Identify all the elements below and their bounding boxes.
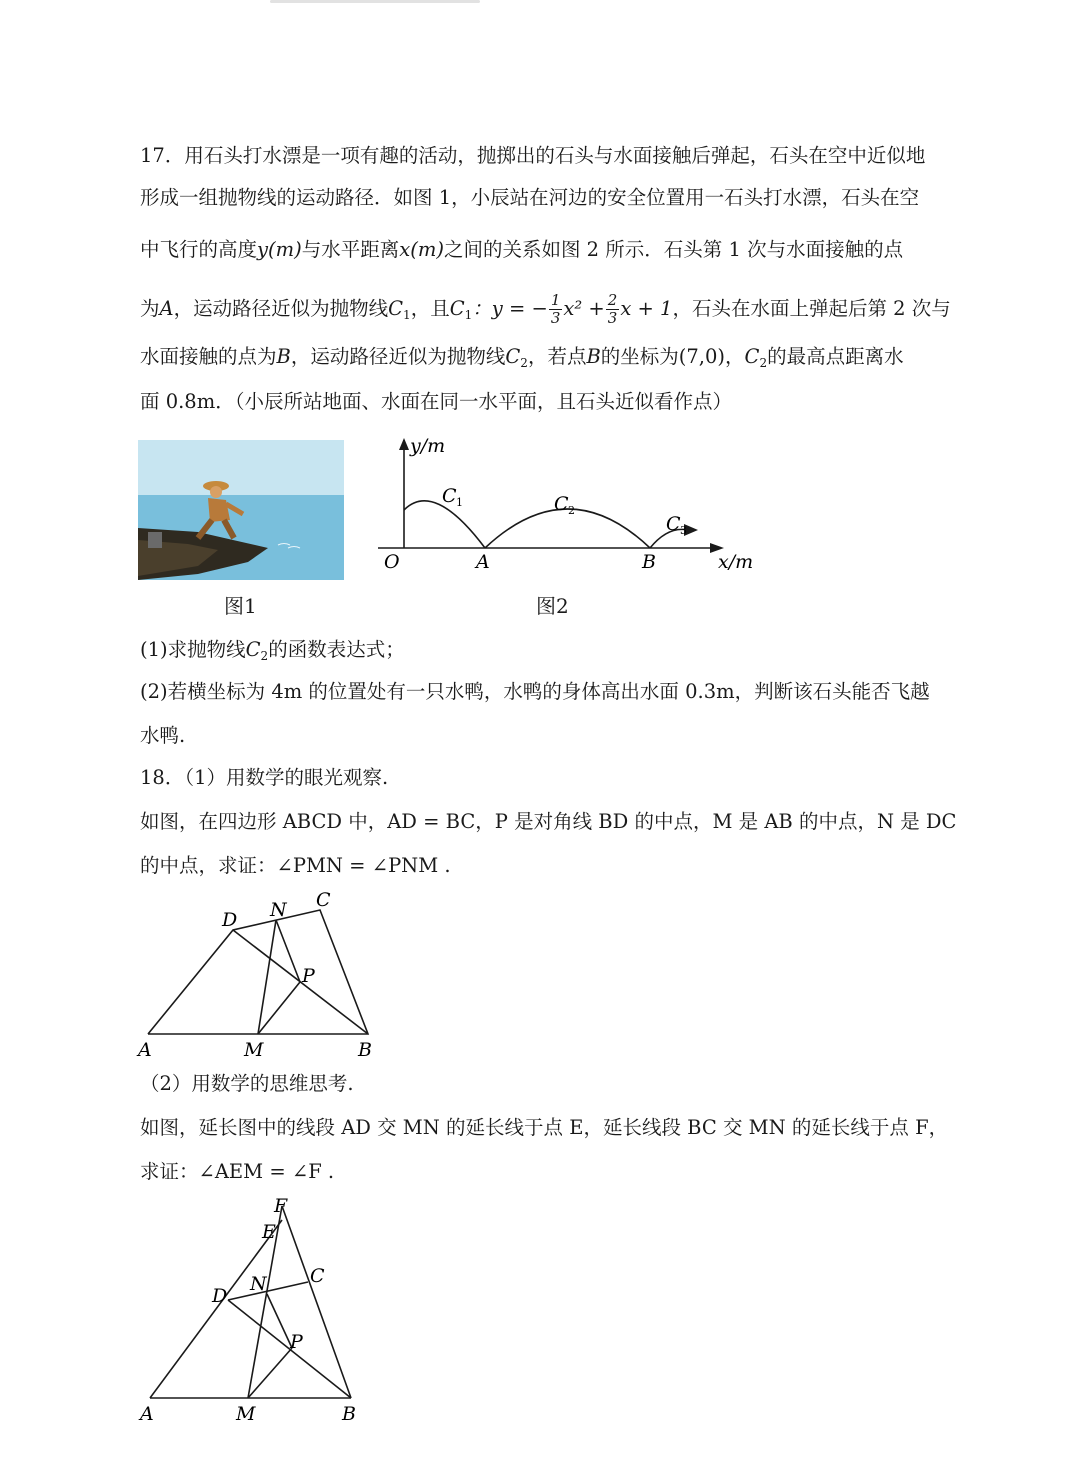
math-x-unit: x(m) <box>399 238 444 261</box>
subscript: 1 <box>464 308 473 322</box>
c-letter: C <box>505 345 521 368</box>
subscript: 2 <box>520 356 528 370</box>
figure-1-illustration <box>138 440 344 580</box>
eq-part: x² + <box>563 297 605 320</box>
q18-part-2-title: （2）用数学的思维思考. <box>140 1072 354 1095</box>
point-p-label: P <box>290 1331 303 1353</box>
text-segment: 为 <box>140 297 160 320</box>
q17-sub-question-1 <box>140 636 405 670</box>
line-ae <box>150 1220 282 1398</box>
fraction-two-thirds <box>606 292 620 327</box>
math-y-unit: y(m) <box>257 238 302 261</box>
segment-mp <box>248 1348 292 1398</box>
c1-label: C <box>442 485 457 507</box>
c1-subscript: 1 <box>456 496 463 509</box>
q17-line-3 <box>140 236 903 264</box>
point-n-label: N <box>270 899 287 921</box>
c3-label: C <box>666 513 681 535</box>
q18-part-1-line-1: 如图，在四边形 ABCD 中，AD = BC，P 是对角线 BD 的中点，M 是 AB 的中点，N 是 DC <box>140 810 957 833</box>
segment-np <box>267 1294 292 1348</box>
c2-subscript: 2 <box>568 504 575 517</box>
q17-line-6: 面 0.8m．（小辰所站地面、水面在同一水平面，且石头近似看作点） <box>140 390 732 413</box>
quadrilateral-abcd <box>148 910 368 1034</box>
subscript: 2 <box>759 356 768 370</box>
figure-4-extended-quadrilateral <box>130 1192 390 1432</box>
text-segment: ，若点 <box>527 345 587 368</box>
text-segment: 水面接触的点为 <box>140 345 277 368</box>
figure-2-caption: 图2 <box>536 594 569 618</box>
text-segment: ，运动路径近似为抛物线 <box>173 297 389 320</box>
y-axis-label: y/m <box>410 435 446 457</box>
point-c-label: C <box>310 1265 325 1287</box>
q17-sub-question-2-line-1: (2)若横坐标为 4m 的位置处有一只水鸭，水鸭的身体高出水面 0.3m，判断该石头能否飞越 <box>140 680 930 703</box>
q17-sub-question-2-line-2: 水鸭. <box>140 724 186 747</box>
curve-c2-label <box>246 638 269 661</box>
segment-mn <box>258 920 276 1034</box>
text-segment: ，运动路径近似为抛物线 <box>290 345 506 368</box>
point-e-label: E <box>262 1221 276 1243</box>
c-letter: C <box>744 345 760 368</box>
point-f-label: F <box>274 1195 288 1217</box>
q17-line-5 <box>140 343 904 377</box>
head <box>210 486 222 498</box>
c-letter: C <box>388 297 404 320</box>
denominator: 3 <box>607 309 618 327</box>
point-b-label: B <box>342 1403 356 1425</box>
curve-c2-label <box>745 345 768 368</box>
point-a-label: A <box>140 1403 154 1425</box>
sky <box>138 440 344 500</box>
q18-part-1-line-2: 的中点，求证：∠PMN = ∠PNM . <box>140 854 451 877</box>
curve-c1 <box>404 501 485 548</box>
point-b-label: B <box>642 551 656 573</box>
c-letter: C <box>449 297 465 320</box>
text-segment: 的最高点距离水 <box>767 345 904 368</box>
numerator: 2 <box>607 291 618 309</box>
point-c-label: C <box>316 889 331 911</box>
point-a-label: A <box>138 1039 152 1061</box>
q17-line-1: 17．用石头打水漂是一项有趣的活动，抛掷出的石头与水面接触后弹起，石头在空中近似地 <box>140 144 926 167</box>
q17-line-4 <box>140 292 951 329</box>
c3-subscript: 3 <box>680 524 687 537</box>
q18-part-1-title: 18．（1）用数学的眼光观察. <box>140 766 389 789</box>
text-segment: 之间的关系如图 2 所示．石头第 1 次与水面接触的点 <box>443 238 904 261</box>
origin-label: O <box>384 551 400 573</box>
eq-part: ：y = − <box>472 297 548 320</box>
text-segment: 中飞行的高度 <box>140 238 258 261</box>
numerator: 1 <box>550 291 561 309</box>
c-letter: C <box>245 638 261 661</box>
text-segment: ，且 <box>410 297 450 320</box>
c2-label: C <box>554 493 569 515</box>
curve-c2-label <box>505 345 528 368</box>
point-m-label: M <box>244 1039 264 1061</box>
point-d-label: D <box>212 1285 228 1307</box>
point-b-label: B <box>358 1039 372 1061</box>
point-a-label: A <box>476 551 490 573</box>
q18-part-2-line-2: 求证：∠AEM = ∠F . <box>140 1160 335 1183</box>
point-n-label: N <box>250 1273 267 1295</box>
curve-c1-label <box>388 297 411 320</box>
point-a-label: A <box>159 297 174 320</box>
q18-part-2-line-1: 如图，延长图中的线段 AD 交 MN 的延长线于点 E，延长线段 BC 交 MN 的延长线于点 F， <box>140 1116 949 1139</box>
x-axis-label: x/m <box>718 551 754 573</box>
text-segment: 的函数表达式； <box>268 638 405 661</box>
bucket <box>148 532 162 548</box>
fraction-one-third <box>549 292 563 327</box>
subscript: 1 <box>403 308 411 322</box>
equation-c1 <box>449 291 673 327</box>
y-axis-arrow <box>399 438 409 450</box>
q17-line-2: 形成一组抛物线的运动路径．如图 1，小辰站在河边的安全位置用一石头打水漂，石头在空 <box>140 186 920 209</box>
eq-part: x + 1 <box>620 297 673 320</box>
figure-3-quadrilateral <box>130 886 390 1066</box>
point-b-label: B <box>586 345 601 368</box>
point-m-label: M <box>236 1403 256 1425</box>
point-d-label: D <box>222 909 238 931</box>
subscript: 2 <box>260 649 269 663</box>
text-segment: 的坐标为(7,0)， <box>600 345 745 368</box>
text-segment: ，石头在水面上弹起后第 2 次与 <box>672 297 951 320</box>
line-bf <box>282 1206 351 1398</box>
text-segment: 与水平距离 <box>301 238 400 261</box>
figure-2-graph <box>370 430 760 580</box>
top-scroll-indicator <box>270 0 480 3</box>
text-segment: (1)求抛物线 <box>140 638 246 661</box>
point-p-label: P <box>302 965 315 987</box>
denominator: 3 <box>550 309 561 327</box>
point-b-label: B <box>276 345 291 368</box>
figure-1-caption: 图1 <box>224 594 257 618</box>
